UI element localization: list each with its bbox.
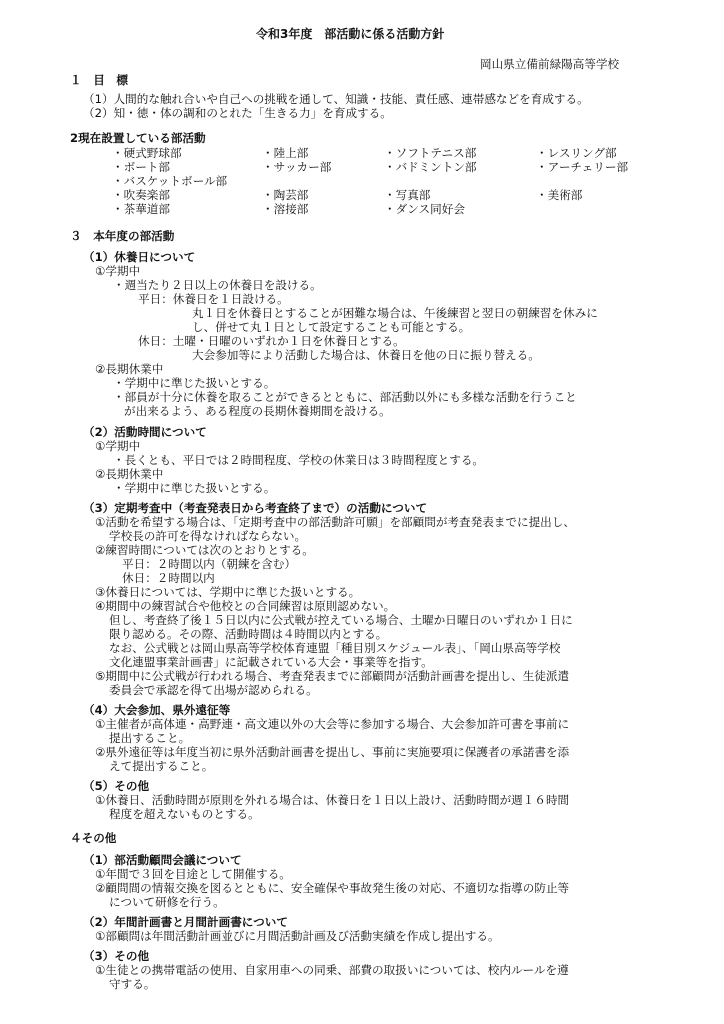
subsection-heading: （1）部活動顧問会議について [83, 853, 242, 867]
text-line: ①部顧問は年間活動計画並びに月間活動計画及び活動実績を作成し提出する。 [95, 929, 500, 943]
club-item: ・写真部 [384, 188, 431, 202]
text-line: 大会参加等により活動した場合は、休養日を他の日に振り替える。 [192, 348, 540, 362]
text-line: ・週当たり２日以上の休養日を設ける。 [113, 278, 322, 292]
club-item: ・レスリング部 [536, 146, 617, 160]
goal-item: （2）知・徳・体の調和のとれた「生きる力」を育成する。 [83, 106, 392, 120]
page-title: 令和3年度 部活動に係る活動方針 [256, 27, 445, 41]
school-name: 岡山県立備前緑陽高等学校 [480, 57, 620, 71]
text-line: ・長くとも、平日では２時間程度、学校の休業日は３時間程度とする。 [113, 453, 485, 467]
club-item: ・茶華道部 [112, 202, 170, 216]
text-line: ①活動を希望する場合は、「定期考査中の部活動許可願」を部顧問が考査発表までに提出し、 [95, 515, 575, 529]
text-line: 平日：休養日を１日設ける。 [138, 292, 289, 306]
subsection-heading: （5）その他 [83, 779, 150, 793]
text-line: ・部員が十分に休養を取ることができるとともに、部活動以外にも多様な活動を行うこと [113, 390, 577, 404]
club-item: ・硬式野球部 [112, 146, 182, 160]
text-line: 委員会で承認を得て出場が認められる。 [109, 683, 318, 697]
text-line: ③休養日については、学期中に準じた扱いとする。 [95, 585, 361, 599]
text-line: 但し、考査終了後１５日以内に公式戦が控えている場合、土曜か日曜日のいずれか１日に [109, 613, 573, 627]
text-line: 平日：２時間以内（朝練を含む） [122, 557, 296, 571]
club-item: ・ボート部 [112, 160, 170, 174]
text-line: ②練習時間については次のとおりとする。 [95, 543, 314, 557]
club-item: ・サッカー部 [262, 160, 332, 174]
club-item: ・陶芸部 [262, 188, 309, 202]
text-line: ②長期休業中 [95, 362, 164, 376]
text-line: ①年間で３回を目途として開催する。 [95, 867, 291, 881]
text-line: について研修を行う。 [109, 895, 225, 909]
text-line: ②県外遠征等は年度当初に県外活動計画書を提出し、事前に実施要項に保護者の承諾書を添 [95, 745, 570, 759]
subsection-heading: （2）年間計画書と月間計画書について [83, 915, 288, 929]
club-item: ・陸上部 [262, 146, 309, 160]
text-line: 守する。 [109, 977, 156, 991]
text-line: 提出すること。 [109, 731, 191, 745]
club-item: ・バスケットボール部 [112, 174, 228, 188]
text-line: ①学期中 [95, 264, 141, 278]
text-line: ①主催者が高体連・高野連・高文連以外の大会等に参加する場合、大会参加許可書を事前に [95, 717, 570, 731]
section-2-heading: 2現在設置している部活動 [70, 131, 206, 145]
text-line: 休日：２時間以内 [122, 571, 215, 585]
text-line: 休日：土曜・日曜のいずれか１日を休養日とする。 [138, 334, 405, 348]
text-line: 限り認める。その際、活動時間は４時間以内とする。 [109, 627, 388, 641]
text-line: し、併せて丸１日として設定することも可能とする。 [192, 320, 471, 334]
text-line: ①生徒との携帯電話の使用、自家用車への同乗、部費の取扱いについては、校内ルールを遵 [95, 963, 569, 977]
text-line: ・学期中に準じた扱いとする。 [113, 481, 276, 495]
text-line: ②顧問間の情報交換を図るとともに、安全確保や事故発生後の対応、不適切な指導の防止等 [95, 881, 570, 895]
subsection-heading: （3）その他 [83, 949, 150, 963]
text-line: ⑤期間中に公式戦が行われる場合、考査発表までに部顧問が活動計画書を提出し、生徒派遣 [95, 669, 570, 683]
subsection-heading: （1）休養日について [83, 250, 196, 264]
text-line: 丸１日を休養日とすることが困難な場合は、午後練習と翌日の朝練習を休みに [192, 306, 598, 320]
text-line: 学校長の許可を得なければならない。 [109, 529, 307, 543]
section-4-heading: ４その他 [70, 831, 117, 845]
section-1-heading: １ 目 標 [70, 73, 128, 87]
text-line: 文化連盟事業計画書」に記載されている大会・事業等を指す。 [109, 655, 433, 669]
text-line: ①学期中 [95, 439, 141, 453]
text-line: ・学期中に準じた扱いとする。 [113, 376, 276, 390]
text-line: 程度を超えないものとする。 [109, 807, 260, 821]
club-item: ・吹奏楽部 [112, 188, 170, 202]
subsection-heading: （2）活動時間について [83, 425, 207, 439]
text-line: ④期間中の練習試合や他校との合同練習は原則認めない。 [95, 599, 396, 613]
text-line: えて提出すること。 [109, 759, 214, 773]
club-item: ・溶接部 [262, 202, 309, 216]
subsection-heading: （4）大会参加、県外遠征等 [83, 703, 231, 717]
text-line: が出来るよう、ある程度の長期休養期間を設ける。 [124, 404, 391, 418]
club-item: ・美術部 [536, 188, 583, 202]
club-item: ・アーチェリー部 [536, 160, 629, 174]
goal-item: （1）人間的な触れ合いや自己への挑戦を通して、知識・技能、責任感、連帯感などを育成する。 [83, 92, 589, 106]
subsection-heading: （3）定期考査中（考査発表日から考査終了まで）の活動について [83, 501, 428, 515]
club-item: ・ダンス同好会 [384, 202, 465, 216]
text-line: なお、公式戦とは岡山県高等学校体育連盟「種目別スケジュール表」、「岡山県高等学校 [109, 641, 561, 655]
text-line: ①休養日、活動時間が原則を外れる場合は、休養日を１日以上設け、活動時間が週１６時間 [95, 793, 570, 807]
section-3-heading: ３ 本年度の部活動 [70, 229, 175, 243]
club-item: ・ソフトテニス部 [384, 146, 477, 160]
club-item: ・バドミントン部 [384, 160, 477, 174]
text-line: ②長期休業中 [95, 467, 164, 481]
